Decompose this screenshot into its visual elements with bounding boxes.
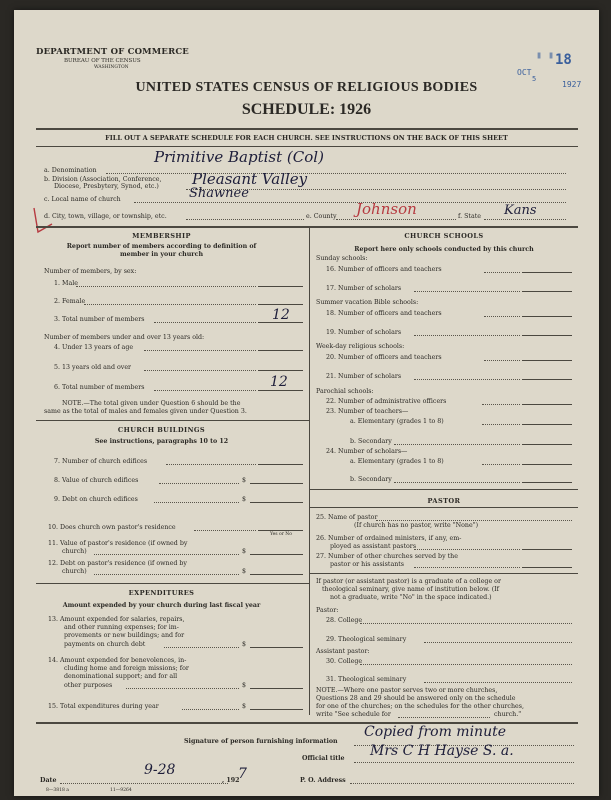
q23b-label: b. Secondary (350, 438, 392, 445)
q13-label-4: payments on church debt (64, 641, 146, 648)
q25-label: 25. Name of pastor (316, 514, 378, 521)
stamp-number: 18 (555, 52, 572, 68)
expenditures-heading: EXPENDITURES (128, 589, 195, 597)
q26-label-2: ployed as assistant pastors (330, 543, 417, 550)
schedule-title: SCHEDULE: 1926 (241, 101, 372, 118)
q8-leader (159, 483, 239, 484)
q29-label: 29. Theological seminary (326, 636, 407, 643)
denomination-value: Primitive Baptist (Col) (154, 148, 324, 166)
q26-leader (414, 549, 520, 550)
column-divider (309, 227, 310, 715)
top-rule (36, 128, 578, 130)
bureau-heading: BUREAU OF THE CENSUS (64, 58, 141, 64)
q24a-answer-line[interactable] (522, 464, 572, 465)
date-line[interactable] (60, 783, 228, 784)
state-line[interactable] (484, 219, 566, 220)
q23-label: 23. Number of teachers— (326, 408, 409, 415)
q13-answer-line[interactable] (250, 647, 303, 648)
official-title-value: Mrs C H Hayse S. a. (370, 743, 514, 759)
q14-leader (126, 688, 239, 689)
yes-no-hint: Yes or No (270, 532, 292, 537)
q3-label: 3. Total number of members (54, 316, 145, 323)
age-heading: Number of members under and over 13 years old: (44, 334, 205, 341)
q17-leader (414, 291, 520, 292)
pastor-mid-rule (309, 573, 578, 574)
q8-dollar: $ (242, 477, 247, 484)
q14-dollar: $ (242, 682, 247, 689)
q27-label-2: pastor or his assistants (330, 561, 405, 568)
form-number-2: 11—9264 (110, 788, 132, 793)
q11-leader (94, 554, 239, 555)
q9-dollar: $ (242, 496, 247, 503)
schools-bottom-rule (309, 489, 578, 490)
q20-label: 20. Number of officers and teachers (326, 354, 442, 361)
q9-answer-line[interactable] (250, 502, 303, 503)
q4-leader (144, 350, 256, 351)
q14-label-4: other purposes (64, 682, 113, 689)
q12-label: 12. Debt on pastor's residence (if owned by (48, 560, 187, 567)
q18-label: 18. Number of officers and teachers (326, 310, 442, 317)
assistant-subheading: Assistant pastor: (316, 648, 370, 655)
q10-leader (194, 530, 256, 531)
graduate-note-1: If pastor (or assistant pastor) is a graduate of a college or (316, 578, 501, 585)
form-number-1: 8—3818 a (46, 788, 69, 793)
date-label: Date (40, 777, 57, 784)
q5-label: 5. 13 years old and over (54, 364, 132, 371)
q30-answer-line[interactable] (360, 664, 572, 665)
pastor-subheading: Pastor: (316, 607, 339, 614)
membership-heading: MEMBERSHIP (132, 232, 191, 240)
q9-leader (154, 502, 239, 503)
expenditures-sub: Amount expended by your church during last fiscal year (62, 602, 261, 609)
q21-leader (414, 379, 520, 380)
signature-value: Copied from minute (364, 724, 507, 740)
q14-answer-line[interactable] (250, 688, 303, 689)
buildings-sub: See instructions, paragraphs 10 to 12 (94, 438, 229, 445)
county-label: e. County (306, 213, 337, 220)
q17-label: 17. Number of scholars (326, 285, 402, 292)
official-title-label: Official title (302, 755, 345, 762)
stamp-year: 1927 (562, 80, 582, 89)
q9-label: 9. Debt on church edifices (54, 496, 138, 503)
po-address-label: P. O. Address (300, 777, 346, 784)
county-line[interactable] (336, 219, 456, 220)
membership-bottom-rule (36, 420, 309, 421)
buildings-bottom-rule (36, 583, 309, 584)
division-label: b. Division (Association, Conference, (44, 176, 162, 183)
q3-leader (154, 322, 256, 323)
q22-answer-line[interactable] (522, 404, 572, 405)
q4-label: 4. Under 13 years of age (54, 344, 134, 351)
pastor-heading-rule (309, 507, 578, 508)
q24b-leader (394, 482, 520, 483)
q19-label: 19. Number of scholars (326, 329, 402, 336)
graduate-note-2: theological seminary, give name of institution below. (If (322, 586, 500, 593)
local-name-line[interactable] (134, 202, 566, 203)
q21-label: 21. Number of scholars (326, 373, 402, 380)
po-address-line[interactable] (350, 783, 574, 784)
pastor-note-4: write "See schedule for (316, 711, 391, 718)
q15-dollar: $ (242, 703, 247, 710)
q29-answer-line[interactable] (424, 642, 572, 643)
q11-dollar: $ (242, 548, 247, 555)
q24b-label: b. Secondary (350, 476, 392, 483)
q13-label: 13. Amount expended for salaries, repairs, (48, 616, 185, 623)
q27-label: 27. Number of other churches served by the (316, 553, 458, 560)
q22-label: 22. Number of administrative officers (326, 398, 447, 405)
q12-answer-line[interactable] (250, 574, 303, 575)
membership-note-1: NOTE.—The total given under Question 6 should be the (62, 400, 241, 407)
q26-label: 26. Number of ordained ministers, if any, em- (316, 535, 462, 542)
q24a-label: a. Elementary (grades 1 to 8) (350, 458, 444, 465)
q24b-answer-line[interactable] (522, 482, 572, 483)
q13-dollar: $ (242, 641, 247, 648)
q1-leader (76, 286, 256, 287)
q4-answer-line[interactable] (258, 350, 303, 351)
q13-label-3: provements or new buildings; and for (64, 632, 185, 639)
q23b-answer-line[interactable] (522, 444, 572, 445)
q1-label: 1. Male (54, 280, 78, 287)
fill-instruction: FILL OUT A SEPARATE SCHEDULE FOR EACH CHURCH. SEE INSTRUCTIONS ON THE BACK OF THIS SHEET (105, 134, 508, 142)
pastor-note-3: for one of the churches; on the schedules for the other churches, (316, 703, 524, 710)
q27-leader (414, 567, 520, 568)
signature-label: Signature of person furnishing information (184, 738, 338, 745)
state-value: Kans (504, 203, 537, 218)
q16-answer-line[interactable] (522, 272, 572, 273)
q6-answer-line[interactable] (258, 390, 303, 391)
census-schedule-form (14, 10, 599, 796)
q23a-answer-line[interactable] (522, 424, 572, 425)
q10-label: 10. Does church own pastor's residence (48, 524, 176, 531)
q8-label: 8. Value of church edifices (54, 477, 139, 484)
q11-label: 11. Value of pastor's residence (if owned by (48, 540, 188, 547)
q25-note: (If church has no pastor, write "None") (354, 522, 479, 529)
q6-value: 12 (270, 374, 288, 390)
q30-label: 30. College (326, 658, 363, 665)
graduate-note-3: not a graduate, write "No" in the space indicated.) (330, 594, 492, 601)
q8-answer-line[interactable] (250, 483, 303, 484)
q12-leader (94, 574, 239, 575)
state-label: f. State (458, 213, 481, 220)
membership-sub-1: Report number of members according to definition of (66, 243, 257, 250)
q16-leader (484, 272, 520, 273)
denomination-label: a. Denomination (44, 167, 97, 174)
q15-leader (182, 709, 239, 710)
q6-label: 6. Total number of members (54, 384, 145, 391)
city-heading: WASHINGTON (94, 65, 129, 70)
pastor-note-2: Questions 28 and 29 should be answered only on the schedule (316, 695, 516, 702)
q24-label: 24. Number of scholars— (326, 448, 408, 455)
division-value: Pleasant Valley (192, 170, 308, 188)
schools-sub: Report here only schools conducted by this church (354, 246, 534, 253)
local-name-value: Shawnee (189, 186, 249, 201)
q20-leader (484, 360, 520, 361)
parochial-heading: Parochial schools: (316, 388, 374, 395)
q27-answer-line[interactable] (522, 567, 572, 568)
q5-answer-line[interactable] (258, 370, 303, 371)
q22-leader (482, 404, 520, 405)
q19-answer-line[interactable] (522, 335, 572, 336)
members-by-sex-label: Number of members, by sex: (44, 268, 137, 275)
q24a-leader (482, 464, 520, 465)
q15-label: 15. Total expenditures during year (48, 703, 159, 710)
date-value: 9-28 (144, 762, 176, 778)
q31-label: 31. Theological seminary (326, 676, 407, 683)
q13-leader (164, 647, 239, 648)
q23b-leader (394, 444, 520, 445)
section-top-rule (36, 226, 578, 228)
q20-answer-line[interactable] (522, 360, 572, 361)
q7-label: 7. Number of church edifices (54, 458, 148, 465)
q7-answer-line[interactable] (258, 464, 303, 465)
q11-answer-line[interactable] (250, 554, 303, 555)
instruction-rule (36, 146, 578, 147)
membership-sub-2: member in your church (119, 251, 204, 258)
division-label-2: Diocese, Presbytery, Synod, etc.) (54, 183, 159, 190)
city-line[interactable] (186, 219, 304, 220)
weekday-heading: Week-day religious schools: (316, 343, 405, 350)
q28-answer-line[interactable] (360, 623, 572, 624)
pastor-name-line[interactable] (376, 520, 572, 521)
county-value: Johnson (356, 200, 417, 218)
city-label: d. City, town, village, or township, etc. (44, 213, 167, 220)
membership-note-2: same as the total of males and females given under Question 3. (44, 408, 247, 415)
sunday-heading: Sunday schools: (316, 255, 368, 262)
q16-label: 16. Number of officers and teachers (326, 266, 442, 273)
q23a-leader (482, 424, 520, 425)
form-title: UNITED STATES CENSUS OF RELIGIOUS BODIES (135, 80, 478, 95)
q10-answer-line[interactable] (258, 530, 303, 531)
stamp-mark: ▮ ▮ (536, 50, 555, 61)
stamp-day: 5 (532, 75, 537, 83)
q13-label-2: and other running expenses; for im- (64, 624, 179, 631)
q31-answer-line[interactable] (424, 682, 572, 683)
official-title-line[interactable] (354, 762, 574, 763)
department-heading: DEPARTMENT OF COMMERCE (36, 47, 189, 57)
summer-heading: Summer vacation Bible schools: (316, 299, 419, 306)
q14-label-2: cluding home and foreign missions; for (64, 665, 189, 672)
date-year-print: , 192 (222, 777, 240, 784)
q28-label: 28. College (326, 617, 363, 624)
q14-label-3: denominational support; and for all (64, 673, 178, 680)
q17-answer-line[interactable] (522, 291, 572, 292)
q14-label: 14. Amount expended for benevolences, in- (48, 657, 187, 664)
pastor-note-5: church." (494, 711, 522, 718)
q12-label-2: church) (62, 568, 87, 575)
buildings-heading: CHURCH BUILDINGS (117, 426, 206, 434)
q23a-label: a. Elementary (grades 1 to 8) (350, 418, 444, 425)
q18-answer-line[interactable] (522, 316, 572, 317)
q15-answer-line[interactable] (250, 709, 303, 710)
q7-leader (166, 464, 256, 465)
q19-leader (414, 335, 520, 336)
q5-leader (144, 370, 256, 371)
q2-leader (84, 304, 256, 305)
denomination-line[interactable] (106, 173, 566, 174)
q21-answer-line[interactable] (522, 379, 572, 380)
q2-answer-line[interactable] (258, 304, 303, 305)
q18-leader (484, 316, 520, 317)
q3-value: 12 (272, 307, 290, 323)
q6-leader (154, 390, 256, 391)
pastor-note-1: NOTE.—Where one pastor serves two or more churches, (316, 687, 498, 694)
stamp-month: OCT (517, 68, 532, 77)
local-name-label: c. Local name of church (44, 196, 121, 203)
q1-answer-line[interactable] (258, 286, 303, 287)
q2-label: 2. Female (54, 298, 86, 305)
pastor-heading: PASTOR (427, 497, 461, 505)
q11-label-2: church) (62, 548, 87, 555)
q12-dollar: $ (242, 568, 247, 575)
date-year-hand: 7 (238, 766, 247, 782)
schools-heading: CHURCH SCHOOLS (404, 232, 484, 240)
q26-answer-line[interactable] (522, 549, 572, 550)
see-schedule-line[interactable] (398, 717, 490, 718)
